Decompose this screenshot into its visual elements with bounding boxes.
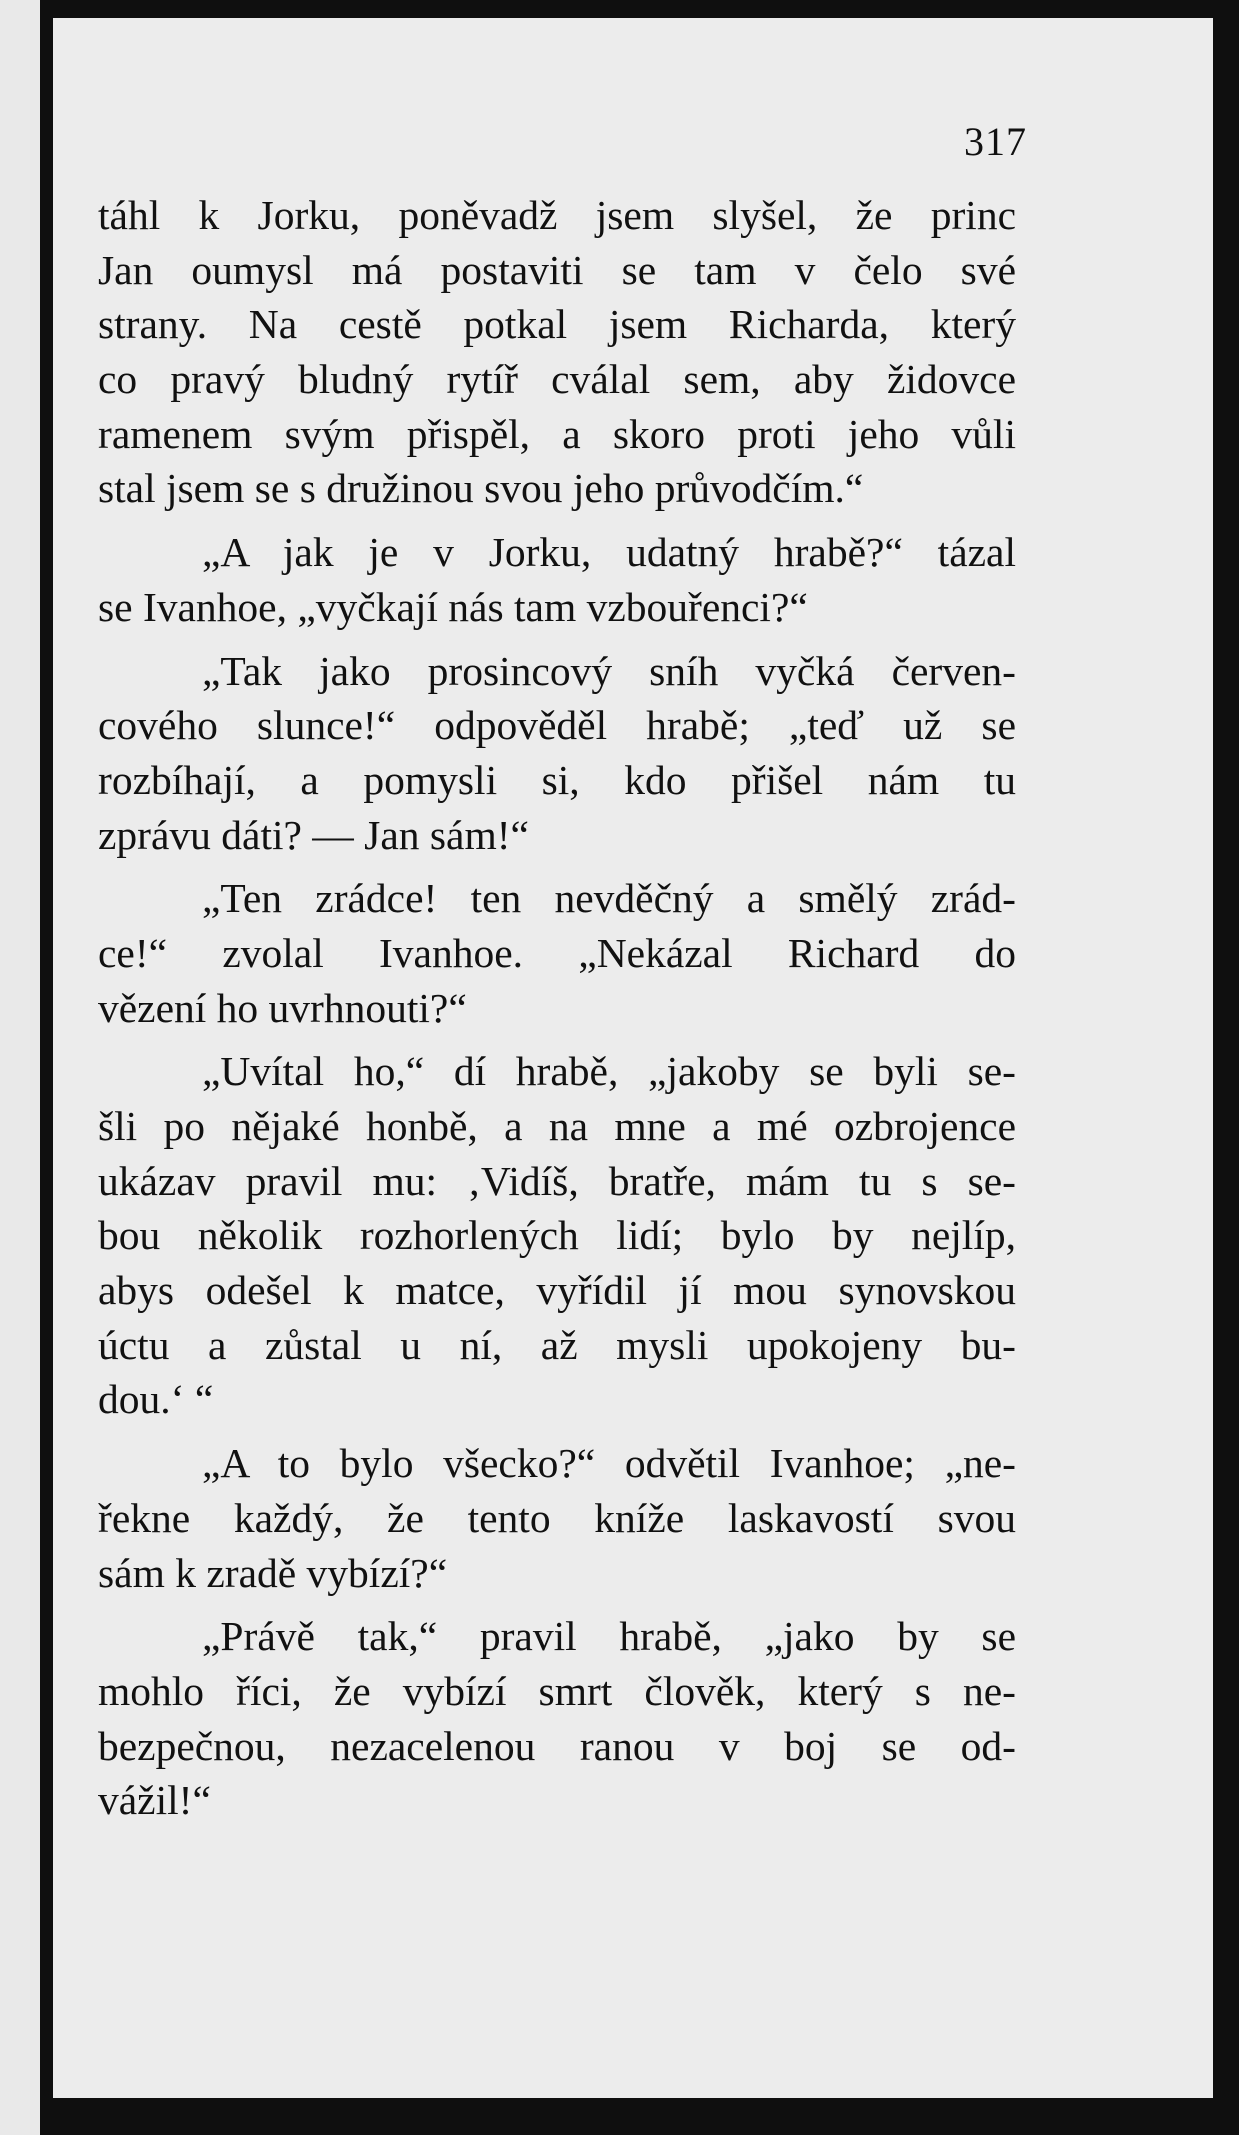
- text-line: „A jak je v Jorku, udatný hrabě?“ tázal: [202, 529, 1016, 576]
- text-line: rozbíhají, a pomysli si, kdo přišel nám tu: [98, 756, 1016, 803]
- text-line: šli po nějaké honbě, a na mne a mé ozbrojence: [98, 1103, 1016, 1149]
- page-number: 317: [964, 119, 1027, 164]
- text-line: „A to bylo všecko?“ odvětil Ivanhoe; „ne-: [202, 1440, 1016, 1487]
- text-line: mohlo říci, že vybízí smrt člověk, který s ne-: [98, 1667, 1016, 1714]
- text-line: bezpečnou, nezacelenou ranou v boj se od-: [98, 1722, 1016, 1769]
- text-line: vážil!“: [98, 1777, 211, 1824]
- paragraph: [98, 1436, 1016, 1600]
- text-line: sám k zradě vybízí?“: [98, 1549, 448, 1596]
- text-line: „Uvítal ho,“ dí hrabě, „jakoby se byli se-: [202, 1048, 1016, 1095]
- text-line: zprávu dáti? — Jan sám!“: [98, 811, 529, 858]
- paragraph: [98, 525, 1016, 634]
- text-line: strany. Na cestě potkal jsem Richarda, který: [98, 301, 1016, 348]
- text-line: „Tak jako prosincový sníh vyčká červen-: [202, 647, 1016, 694]
- paragraph: [98, 644, 1016, 863]
- text-line: dou.‘ “: [98, 1376, 214, 1423]
- text-line: „Právě tak,“ pravil hrabě, „jako by se: [202, 1613, 1016, 1660]
- paragraph: [98, 1044, 1016, 1427]
- adjacent-page-edge: [0, 0, 40, 2135]
- text-line: řekne každý, že tento kníže laskavostí svou: [98, 1494, 1016, 1541]
- text-line: vězení ho uvrhnouti?“: [98, 984, 467, 1031]
- text-line: ramenem svým přispěl, a skoro proti jeho vůli: [98, 410, 1016, 457]
- text-line: „Ten zrádce! ten nevděčný a smělý zrád-: [202, 875, 1016, 922]
- text-line: stal jsem se s družinou svou jeho průvodčím.“: [98, 465, 864, 512]
- text-line: co pravý bludný rytíř cválal sem, aby židovce: [98, 356, 1016, 403]
- paragraph: [98, 871, 1016, 1035]
- text-line: táhl k Jorku, poněvadž jsem slyšel, že princ: [98, 192, 1016, 238]
- text-line: Jan oumysl má postaviti se tam v čelo své: [98, 246, 1016, 293]
- paragraph: [98, 188, 1016, 516]
- text-line: cového slunce!“ odpověděl hrabě; „teď už se: [98, 702, 1016, 749]
- text-line: abys odešel k matce, vyřídil jí mou synovskou: [98, 1267, 1016, 1314]
- text-line: úctu a zůstal u ní, až mysli upokojeny bu-: [98, 1321, 1016, 1368]
- text-line: bou několik rozhorlených lidí; bylo by nejlíp,: [98, 1212, 1016, 1259]
- body-text: [98, 188, 1016, 1837]
- paragraph: [98, 1609, 1016, 1828]
- text-line: ukázav pravil mu: ‚Vidíš, bratře, mám tu s se-: [98, 1157, 1016, 1204]
- text-line: se Ivanhoe, „vyčkají nás tam vzbouřenci?“: [98, 583, 808, 630]
- text-line: ce!“ zvolal Ivanhoe. „Nekázal Richard do: [98, 929, 1016, 976]
